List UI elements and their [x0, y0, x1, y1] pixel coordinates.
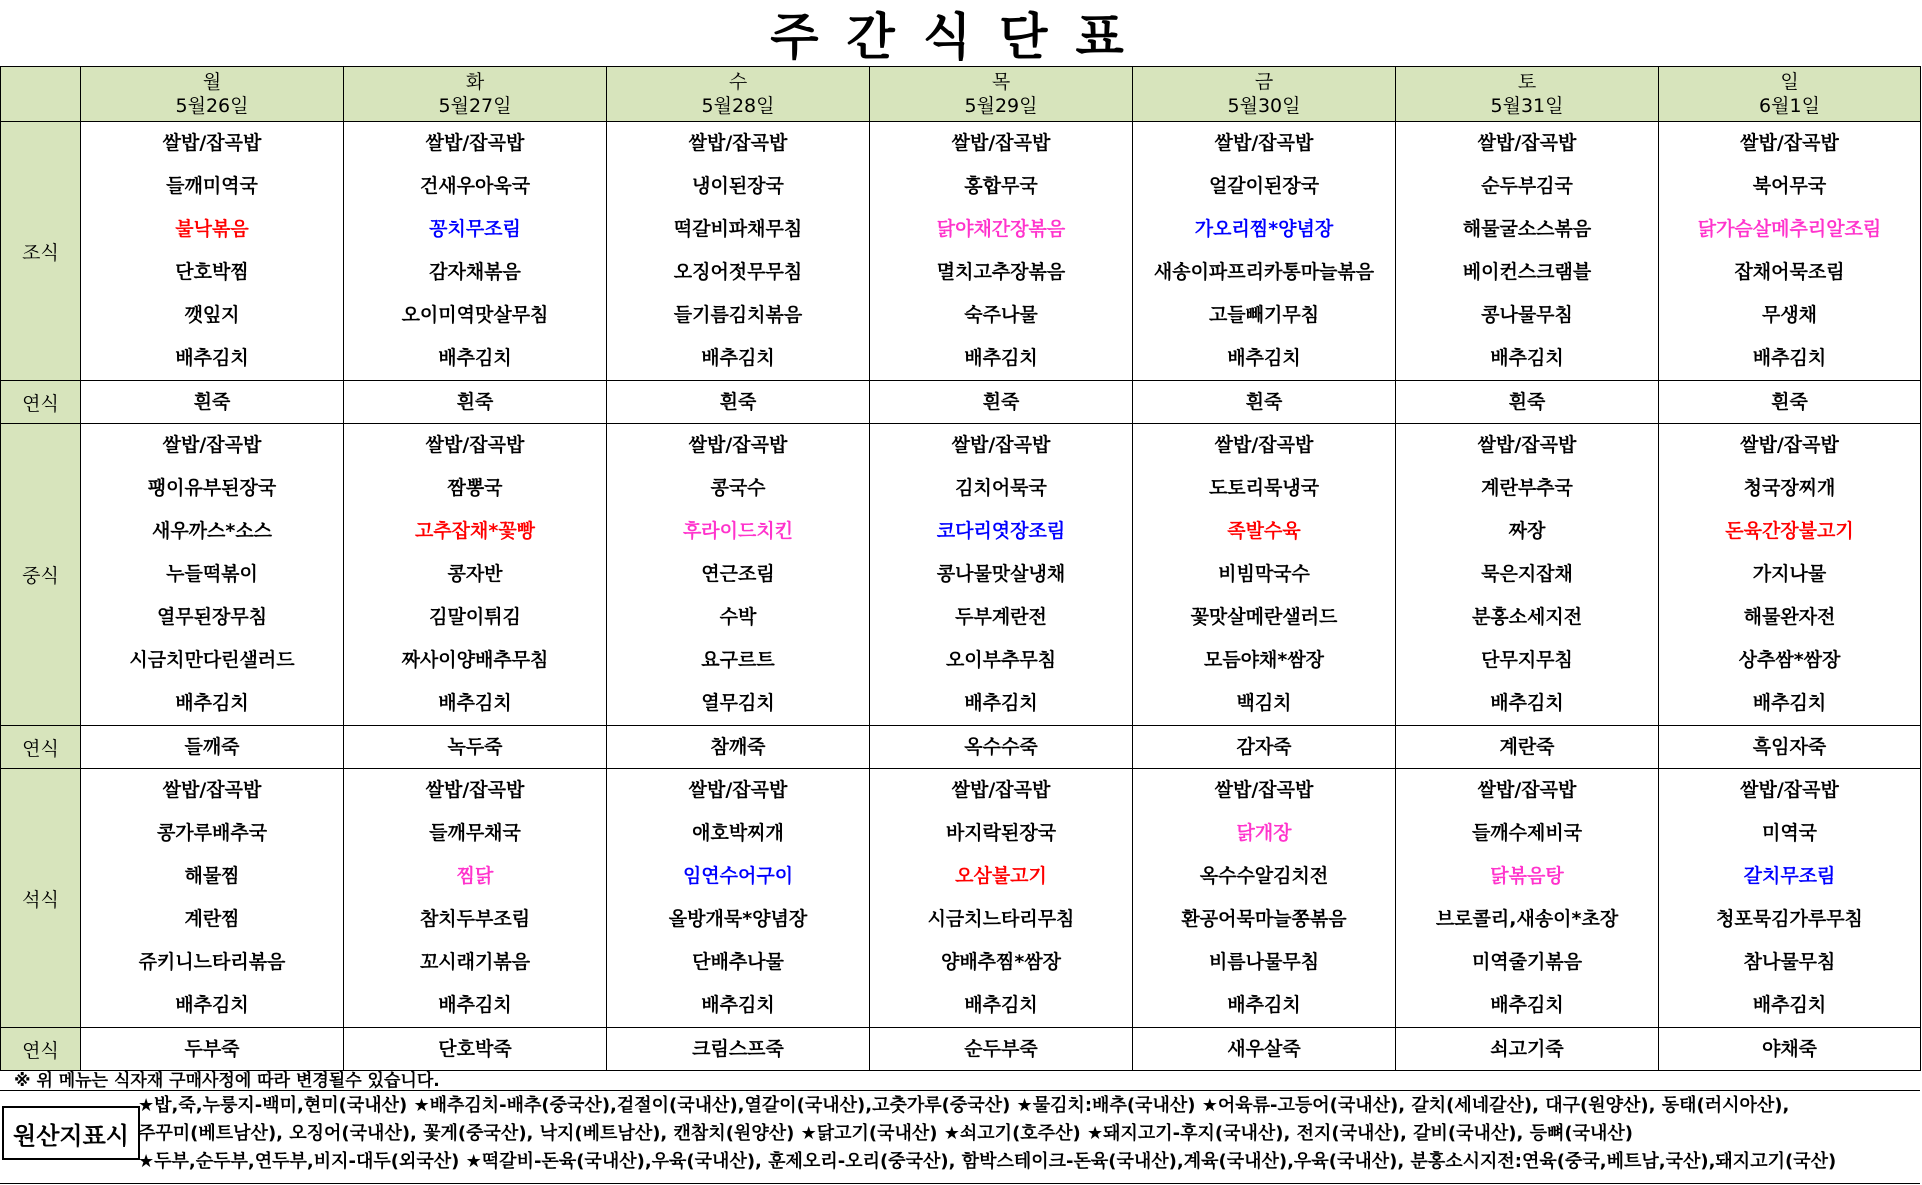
day-name: 화 — [465, 71, 485, 93]
day-name: 목 — [991, 71, 1011, 93]
menu-item: 배추김치 — [1227, 347, 1301, 369]
menu-item: 요구르트 — [701, 649, 775, 671]
menu-cell — [1396, 726, 1659, 769]
menu-item: 흑임자죽 — [1752, 736, 1827, 758]
menu-cell — [1133, 381, 1396, 424]
day-name: 금 — [1254, 71, 1274, 93]
menu-item: 배추김치 — [701, 347, 775, 369]
menu-cell — [81, 381, 344, 424]
meal-label: 연식 — [1, 1028, 81, 1071]
weekly-menu-table — [0, 66, 1921, 1071]
menu-cell — [81, 424, 344, 726]
menu-item: 쌀밥/잡곡밥 — [425, 779, 525, 801]
menu-item: 임연수어구이 — [682, 865, 794, 887]
menu-item: 쥬키니느타리볶음 — [138, 951, 286, 973]
menu-item: 묵은지잡채 — [1481, 563, 1573, 585]
menu-item: 닭야채간장볶음 — [936, 218, 1066, 240]
menu-item: 쌀밥/잡곡밥 — [1214, 779, 1314, 801]
menu-item: 꼬시래기볶음 — [419, 951, 531, 973]
menu-item: 배추김치 — [175, 994, 249, 1016]
menu-item: 배추김치 — [438, 692, 512, 714]
menu-item: 배추김치 — [1752, 994, 1827, 1016]
menu-item: 배추김치 — [1490, 347, 1564, 369]
menu-item: 누들떡볶이 — [166, 563, 258, 585]
menu-item: 해물굴소스볶음 — [1462, 218, 1592, 240]
menu-item: 참치두부조림 — [419, 908, 531, 930]
menu-cell — [1659, 424, 1921, 726]
menu-item: 배추김치 — [1490, 994, 1564, 1016]
menu-item: 짬뽕국 — [447, 477, 503, 499]
menu-item: 옥수수알김치전 — [1199, 865, 1329, 887]
menu-item: 새송이파프리카통마늘볶음 — [1153, 261, 1375, 283]
menu-item: 순두부김국 — [1481, 175, 1573, 197]
menu-item: 쌀밥/잡곡밥 — [1477, 779, 1577, 801]
menu-item: 배추김치 — [701, 994, 775, 1016]
menu-item: 청포묵김가루무침 — [1716, 908, 1863, 930]
menu-cell — [81, 769, 344, 1028]
menu-item: 김치어묵국 — [955, 477, 1047, 499]
menu-item: 배추김치 — [438, 994, 512, 1016]
menu-cell — [344, 381, 607, 424]
origin-line: ★밥,죽,누룽지-백미,현미(국내산) ★배추김치-배추(중국산),겉절이(국내산),열갈이(국내산),고춧가루(중국산) ★물김치:배추(국내산) ★어육류-고등어(국내산), 갈치(세네갈산), 대구(원양산), 동태(러시아산), — [138, 1095, 1790, 1116]
menu-item: 흰죽 — [719, 391, 757, 413]
meal-row-snack1 — [1, 381, 1921, 424]
menu-item: 배추김치 — [1752, 347, 1827, 369]
menu-item: 배추김치 — [438, 347, 512, 369]
day-date: 6월1일 — [1759, 95, 1820, 117]
menu-item: 옥수수죽 — [964, 736, 1038, 758]
menu-item: 배추김치 — [175, 347, 249, 369]
menu-item: 콩나물무침 — [1481, 304, 1573, 326]
menu-item: 쌀밥/잡곡밥 — [1477, 434, 1577, 456]
menu-item: 녹두죽 — [447, 736, 503, 758]
menu-item: 쌀밥/잡곡밥 — [425, 434, 525, 456]
menu-item: 코다리엿장조림 — [936, 520, 1066, 542]
menu-item: 백김치 — [1236, 692, 1292, 714]
menu-cell — [344, 769, 607, 1028]
menu-cell — [344, 122, 607, 381]
menu-item: 들기름김치볶음 — [673, 304, 803, 326]
menu-item: 쇠고기죽 — [1490, 1038, 1564, 1060]
menu-item: 오삼불고기 — [955, 865, 1047, 887]
day-header — [81, 67, 344, 122]
menu-item: 배추김치 — [1752, 692, 1827, 714]
menu-cell — [1133, 424, 1396, 726]
menu-cell — [870, 769, 1133, 1028]
menu-item: 배추김치 — [964, 994, 1038, 1016]
menu-item: 청국장찌개 — [1743, 477, 1836, 499]
menu-item: 고추잡채*꽃빵 — [414, 520, 536, 542]
menu-item: 배추김치 — [175, 692, 249, 714]
menu-cell — [1659, 726, 1921, 769]
menu-item: 홍합무국 — [964, 175, 1038, 197]
menu-item: 새우까스*소스 — [151, 520, 273, 542]
menu-item: 참깨죽 — [710, 736, 766, 758]
menu-item: 콩국수 — [710, 477, 766, 499]
menu-item: 계란찜 — [184, 908, 240, 930]
menu-item: 쌀밥/잡곡밥 — [162, 779, 262, 801]
menu-item: 단호박죽 — [438, 1038, 512, 1060]
menu-item: 쌀밥/잡곡밥 — [425, 132, 525, 154]
menu-item: 브로콜리,새송이*초장 — [1435, 908, 1619, 930]
menu-item: 떡갈비파채무침 — [673, 218, 803, 240]
meal-row-lunch — [1, 424, 1921, 726]
menu-item: 쌀밥/잡곡밥 — [688, 132, 788, 154]
menu-item: 쌀밥/잡곡밥 — [951, 779, 1051, 801]
menu-item: 쌀밥/잡곡밥 — [1214, 132, 1314, 154]
menu-item: 쌀밥/잡곡밥 — [1214, 434, 1314, 456]
meal-label: 조식 — [1, 122, 81, 381]
menu-item: 애호박찌개 — [692, 822, 784, 844]
day-header — [607, 67, 870, 122]
menu-item: 새우살죽 — [1227, 1038, 1301, 1060]
menu-item: 콩자반 — [447, 563, 503, 585]
menu-cell — [81, 1028, 344, 1071]
menu-cell — [607, 726, 870, 769]
day-name: 월 — [202, 71, 222, 93]
divider — [0, 1183, 1920, 1184]
day-date: 5월27일 — [438, 95, 512, 117]
menu-item: 닭볶음탕 — [1490, 865, 1564, 887]
menu-cell — [607, 122, 870, 381]
menu-item: 해물찜 — [184, 865, 240, 887]
menu-item: 고들빼기무침 — [1208, 304, 1320, 326]
menu-item: 냉이된장국 — [692, 175, 784, 197]
meal-row-snack2 — [1, 726, 1921, 769]
origin-info — [138, 1092, 1918, 1176]
menu-item: 흰죽 — [456, 391, 494, 413]
menu-item: 팽이유부된장국 — [147, 477, 277, 499]
menu-item: 족발수육 — [1227, 520, 1301, 542]
menu-item: 단무지무침 — [1481, 649, 1573, 671]
menu-item: 계란부추국 — [1481, 477, 1573, 499]
menu-item: 들깨무채국 — [429, 822, 521, 844]
meal-label: 중식 — [1, 424, 81, 726]
menu-item: 콩나물맛살냉채 — [936, 563, 1066, 585]
menu-cell — [344, 1028, 607, 1071]
menu-item: 쌀밥/잡곡밥 — [688, 779, 788, 801]
menu-item: 야채죽 — [1761, 1038, 1818, 1060]
day-name: 수 — [728, 71, 748, 93]
menu-item: 흰죽 — [1771, 391, 1808, 413]
menu-item: 닭개장 — [1236, 822, 1292, 844]
menu-item: 후라이드치킨 — [682, 520, 794, 542]
meal-label: 연식 — [1, 381, 81, 424]
menu-item: 열무김치 — [701, 692, 775, 714]
menu-cell — [870, 726, 1133, 769]
menu-cell — [1396, 381, 1659, 424]
menu-cell — [1396, 424, 1659, 726]
day-header — [1659, 67, 1921, 122]
menu-item: 쌀밥/잡곡밥 — [1740, 779, 1839, 801]
menu-item: 흰죽 — [982, 391, 1020, 413]
menu-cell — [1396, 769, 1659, 1028]
menu-cell — [1133, 769, 1396, 1028]
menu-item: 가지나물 — [1752, 563, 1827, 585]
menu-item: 숙주나물 — [964, 304, 1038, 326]
menu-item: 오이미역맛살무침 — [401, 304, 549, 326]
menu-item: 갈치무조림 — [1743, 865, 1836, 887]
menu-item: 닭가슴살메추리알조림 — [1697, 218, 1882, 240]
menu-item: 비빔막국수 — [1218, 563, 1310, 585]
menu-item: 콩가루배추국 — [156, 822, 268, 844]
menu-item: 감자죽 — [1236, 736, 1292, 758]
menu-cell — [870, 122, 1133, 381]
header-row — [1, 67, 1921, 122]
day-date: 5월31일 — [1490, 95, 1564, 117]
menu-item: 해물완자전 — [1743, 606, 1836, 628]
menu-item: 상추쌈*쌈장 — [1738, 649, 1841, 671]
menu-item: 계란죽 — [1499, 736, 1555, 758]
menu-item: 꽃맛살메란샐러드 — [1190, 606, 1338, 628]
menu-cell — [607, 1028, 870, 1071]
corner-cell — [1, 67, 81, 122]
day-date: 5월30일 — [1227, 95, 1301, 117]
menu-item: 얼갈이된장국 — [1208, 175, 1320, 197]
menu-item: 쌀밥/잡곡밥 — [688, 434, 788, 456]
day-name: 일 — [1780, 71, 1799, 93]
day-date: 5월28일 — [701, 95, 775, 117]
menu-item: 흰죽 — [1245, 391, 1283, 413]
menu-item: 순두부죽 — [964, 1038, 1038, 1060]
menu-item: 쌀밥/잡곡밥 — [1477, 132, 1577, 154]
menu-item: 불낙볶음 — [175, 218, 249, 240]
menu-cell — [81, 122, 344, 381]
meal-label: 석식 — [1, 769, 81, 1028]
menu-cell — [1659, 122, 1921, 381]
menu-item: 들깨수제비국 — [1471, 822, 1583, 844]
menu-item: 오징어젓무무침 — [673, 261, 803, 283]
menu-item: 두부계란전 — [955, 606, 1047, 628]
menu-cell — [870, 424, 1133, 726]
menu-item: 배추김치 — [964, 692, 1038, 714]
menu-item: 건새우아욱국 — [419, 175, 531, 197]
menu-item: 시금치만다린샐러드 — [129, 649, 295, 671]
menu-item: 짜사이양배추무침 — [401, 649, 549, 671]
meal-row-dinner — [1, 769, 1921, 1028]
menu-cell — [1396, 1028, 1659, 1071]
menu-item: 비름나물무침 — [1208, 951, 1320, 973]
menu-item: 쌀밥/잡곡밥 — [951, 132, 1051, 154]
menu-item: 쌀밥/잡곡밥 — [162, 434, 262, 456]
menu-item: 양배추찜*쌈장 — [940, 951, 1062, 973]
page-title: 주간식단표 — [770, 8, 1152, 66]
menu-item: 들깨죽 — [184, 736, 240, 758]
menu-item: 흰죽 — [193, 391, 231, 413]
menu-cell — [607, 769, 870, 1028]
menu-item: 흰죽 — [1508, 391, 1546, 413]
menu-item: 미역국 — [1761, 822, 1818, 844]
menu-cell — [1659, 381, 1921, 424]
menu-item: 연근조림 — [701, 563, 775, 585]
menu-item: 김말이튀김 — [429, 606, 521, 628]
menu-item: 분홍소세지전 — [1471, 606, 1583, 628]
menu-cell — [607, 424, 870, 726]
menu-item: 꽁치무조림 — [429, 218, 521, 240]
menu-item: 베이컨스크램블 — [1462, 261, 1592, 283]
day-name: 토 — [1517, 71, 1537, 93]
menu-cell — [81, 726, 344, 769]
menu-cell — [1659, 769, 1921, 1028]
menu-item: 크림스프죽 — [692, 1038, 784, 1060]
day-header — [870, 67, 1133, 122]
menu-item: 찜닭 — [456, 865, 494, 887]
menu-cell — [1659, 1028, 1921, 1071]
menu-item: 참나물무침 — [1743, 951, 1836, 973]
menu-item: 단배추나물 — [692, 951, 784, 973]
menu-cell — [607, 381, 870, 424]
menu-cell — [870, 1028, 1133, 1071]
menu-item: 배추김치 — [964, 347, 1038, 369]
menu-item: 잡채어묵조림 — [1734, 261, 1845, 283]
day-date: 5월29일 — [964, 95, 1038, 117]
day-header — [344, 67, 607, 122]
menu-item: 무생채 — [1761, 304, 1818, 326]
menu-item: 쌀밥/잡곡밥 — [162, 132, 262, 154]
menu-cell — [344, 726, 607, 769]
menu-item: 짜장 — [1508, 520, 1546, 542]
menu-item: 도토리묵냉국 — [1208, 477, 1320, 499]
menu-item: 올방개묵*양념장 — [668, 908, 808, 930]
origin-line: ★두부,순두부,연두부,비지-대두(외국산) ★떡갈비-돈육(국내산),우육(국내산), 훈제오리-오리(중국산), 함박스테이크-돈육(국내산),계육(국내산),우육(국내산), 분홍소시지전:연육(중국,베트남,국산),돼지고기(국산) — [138, 1151, 1837, 1172]
day-header — [1396, 67, 1659, 122]
menu-item: 배추김치 — [1227, 994, 1301, 1016]
menu-item: 감자채볶음 — [429, 261, 521, 283]
menu-item: 쌀밥/잡곡밥 — [1740, 132, 1839, 154]
menu-item: 쌀밥/잡곡밥 — [951, 434, 1051, 456]
menu-item: 쌀밥/잡곡밥 — [1740, 434, 1839, 456]
menu-item: 두부죽 — [184, 1038, 240, 1060]
menu-item: 바지락된장국 — [945, 822, 1057, 844]
menu-cell — [870, 381, 1133, 424]
menu-cell — [1133, 726, 1396, 769]
meal-row-breakfast — [1, 122, 1921, 381]
menu-item: 들깨미역국 — [166, 175, 258, 197]
menu-item: 미역줄기볶음 — [1471, 951, 1583, 973]
menu-cell — [1396, 122, 1659, 381]
day-date: 5월26일 — [175, 95, 249, 117]
menu-item: 가오리찜*양념장 — [1194, 218, 1334, 240]
day-header — [1133, 67, 1396, 122]
menu-item: 돈육간장불고기 — [1725, 520, 1854, 542]
meal-row-snack3 — [1, 1028, 1921, 1071]
meal-label: 연식 — [1, 726, 81, 769]
menu-cell — [1133, 122, 1396, 381]
origin-label: 원산지표시 — [2, 1106, 140, 1160]
menu-item: 환공어묵마늘쫑볶음 — [1181, 908, 1347, 930]
menu-item: 배추김치 — [1490, 692, 1564, 714]
menu-item: 수박 — [719, 606, 757, 628]
menu-change-note: ※ 위 메뉴는 식자재 구매사정에 따라 변경될수 있습니다. — [14, 1071, 440, 1091]
menu-item: 북어무국 — [1752, 175, 1827, 197]
menu-item: 열무된장무침 — [156, 606, 268, 628]
menu-item: 오이부추무침 — [945, 649, 1057, 671]
menu-item: 시금치느타리무침 — [927, 908, 1075, 930]
menu-cell — [344, 424, 607, 726]
menu-item: 깻잎지 — [184, 304, 240, 326]
menu-item: 단호박찜 — [175, 261, 249, 283]
menu-cell — [1133, 1028, 1396, 1071]
menu-item: 멸치고추장볶음 — [936, 261, 1066, 283]
menu-item: 모듬야채*쌈장 — [1203, 649, 1325, 671]
origin-line: 주꾸미(베트남산), 오징어(국내산), 꽃게(중국산), 낙지(베트남산), 캔참치(원양산) ★닭고기(국내산) ★쇠고기(호주산) ★돼지고기-후지(국내산), 전지(국내산), 갈비(국내산), 등뼈(국내산) — [138, 1123, 1633, 1144]
